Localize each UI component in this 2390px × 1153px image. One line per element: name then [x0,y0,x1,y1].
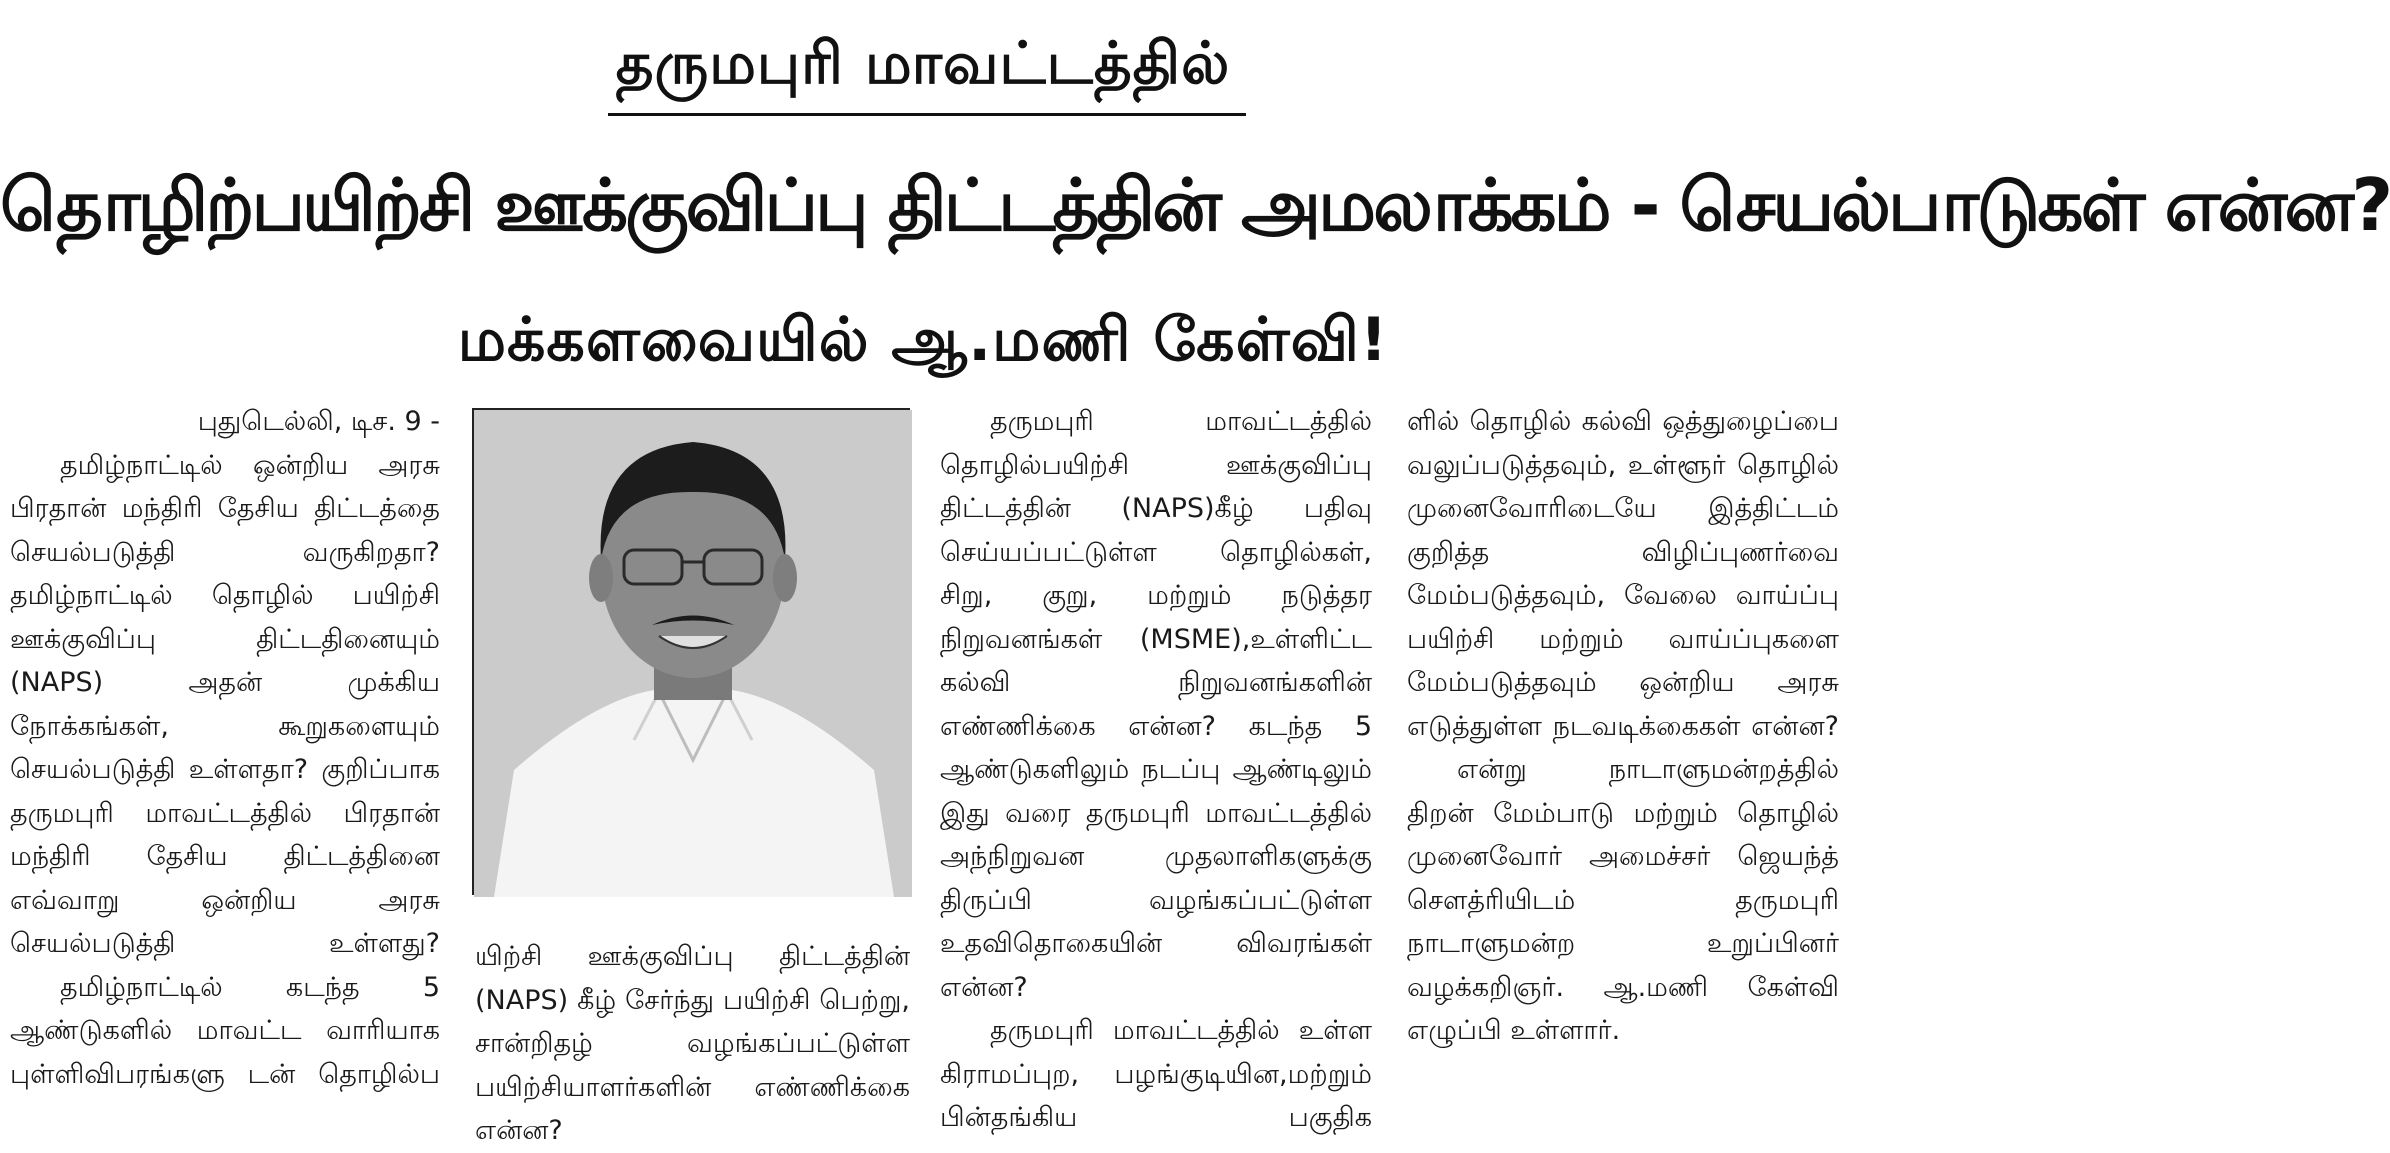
portrait-image [474,410,912,897]
paragraph: யிற்சி ஊக்குவிப்பு திட்டத்தின் (NAPS) கீழ் சேர்ந்து பயிற்சி பெற்று, சான்றிதழ் வழங்கப்பட்டுள்ள பயிற்சியாளர்களின் எண்ணிக்கை என்ன? [475,941,910,1146]
paragraph: ளில் தொழில் கல்வி ஒத்துழைப்பை வலுப்படுத்தவும், உள்ளூர் தொழில் முனைவோரிடையே இத்திட்டம் குறித்த விழிப்புணர்வை மேம்படுத்தவும், வேலை வாய்ப்பு பயிற்சி மற்றும் வாய்ப்புகளை மேம்படுத்தவும் ஒன்றிய அரசு எடுத்துள்ள நடவடிக்கைகள் என்ன? [1407,406,1839,742]
dateline: புதுடெல்லி, டிச. 9 - [197,406,440,437]
kicker-underline [608,113,1246,116]
article-column-1 [10,400,440,1096]
kicker-heading: தருமபுரி மாவட்டத்தில் [615,29,1231,97]
paragraph: தருமபுரி மாவட்டத்தில் தொழில்பயிற்சி ஊக்குவிப்பு திட்டத்தின் (NAPS)கீழ் பதிவு செய்யப்பட்டுள்ள தொழில்கள், சிறு, குறு, மற்றும் நடுத்தர நிறுவனங்கள் (MSME),உள்ளிட்ட கல்வி நிறுவனங்களின் எண்ணிக்கை என்ன? கடந்த 5 ஆண்டுகளிலும் நடப்பு ஆண்டிலும் இது வரை தருமபுரி மாவட்டத்தில் அந்நிறுவன முதலாளிகளுக்கு திருப்பி வழங்கப்பட்டுள்ள உதவிதொகையின் விவரங்கள் என்ன? [940,406,1372,1003]
article-column-3 [940,400,1372,1140]
article-column-4 [1407,400,1839,1053]
paragraph: தமிழ்நாட்டில் கடந்த 5 ஆண்டுகளில் மாவட்ட வாரியாக புள்ளிவிபரங்களு டன் தொழில்ப [10,971,440,1090]
article-column-2 [475,935,910,1153]
subheadline: மக்களவையில் ஆ.மணி கேள்வி! [457,305,1389,375]
paragraph: தருமபுரி மாவட்டத்தில் உள்ள கிராமப்புற, பழங்குடியின,மற்றும் பின்தங்கிய பகுதிக [940,1015,1372,1133]
portrait-photo [472,408,910,895]
paragraph: தமிழ்நாட்டில் ஒன்றிய அரசு பிரதான் மந்திரி தேசிய திட்டத்தை செயல்படுத்தி வருகிறதா? தமிழ்நாட்டில் தொழில் பயிற்சி ஊக்குவிப்பு திட்டதினையும் (NAPS) அதன் முக்கிய நோக்கங்கள், கூறுகளையும் செயல்படுத்தி உள்ளதா? குறிப்பாக தருமபுரி மாவட்டத்தில் பிரதான் மந்திரி தேசிய திட்டத்தினை எவ்வாறு ஒன்றிய அரசு செயல்படுத்தி உள்ளது? [10,449,440,959]
paragraph: என்று நாடாளுமன்றத்தில் திறன் மேம்பாடு மற்றும் தொழில் முனைவோர் அமைச்சர் ஜெயந்த் சௌத்ரியிடம் தருமபுரி நாடாளுமன்ற உறுப்பினர் வழக்கறிஞர். ஆ.மணி கேள்வி எழுப்பி உள்ளார். [1407,754,1839,1046]
headline: தொழிற்பயிற்சி ஊக்குவிப்பு திட்டத்தின் அமலாக்கம் - செயல்பாடுகள் என்ன? [0,163,2390,247]
